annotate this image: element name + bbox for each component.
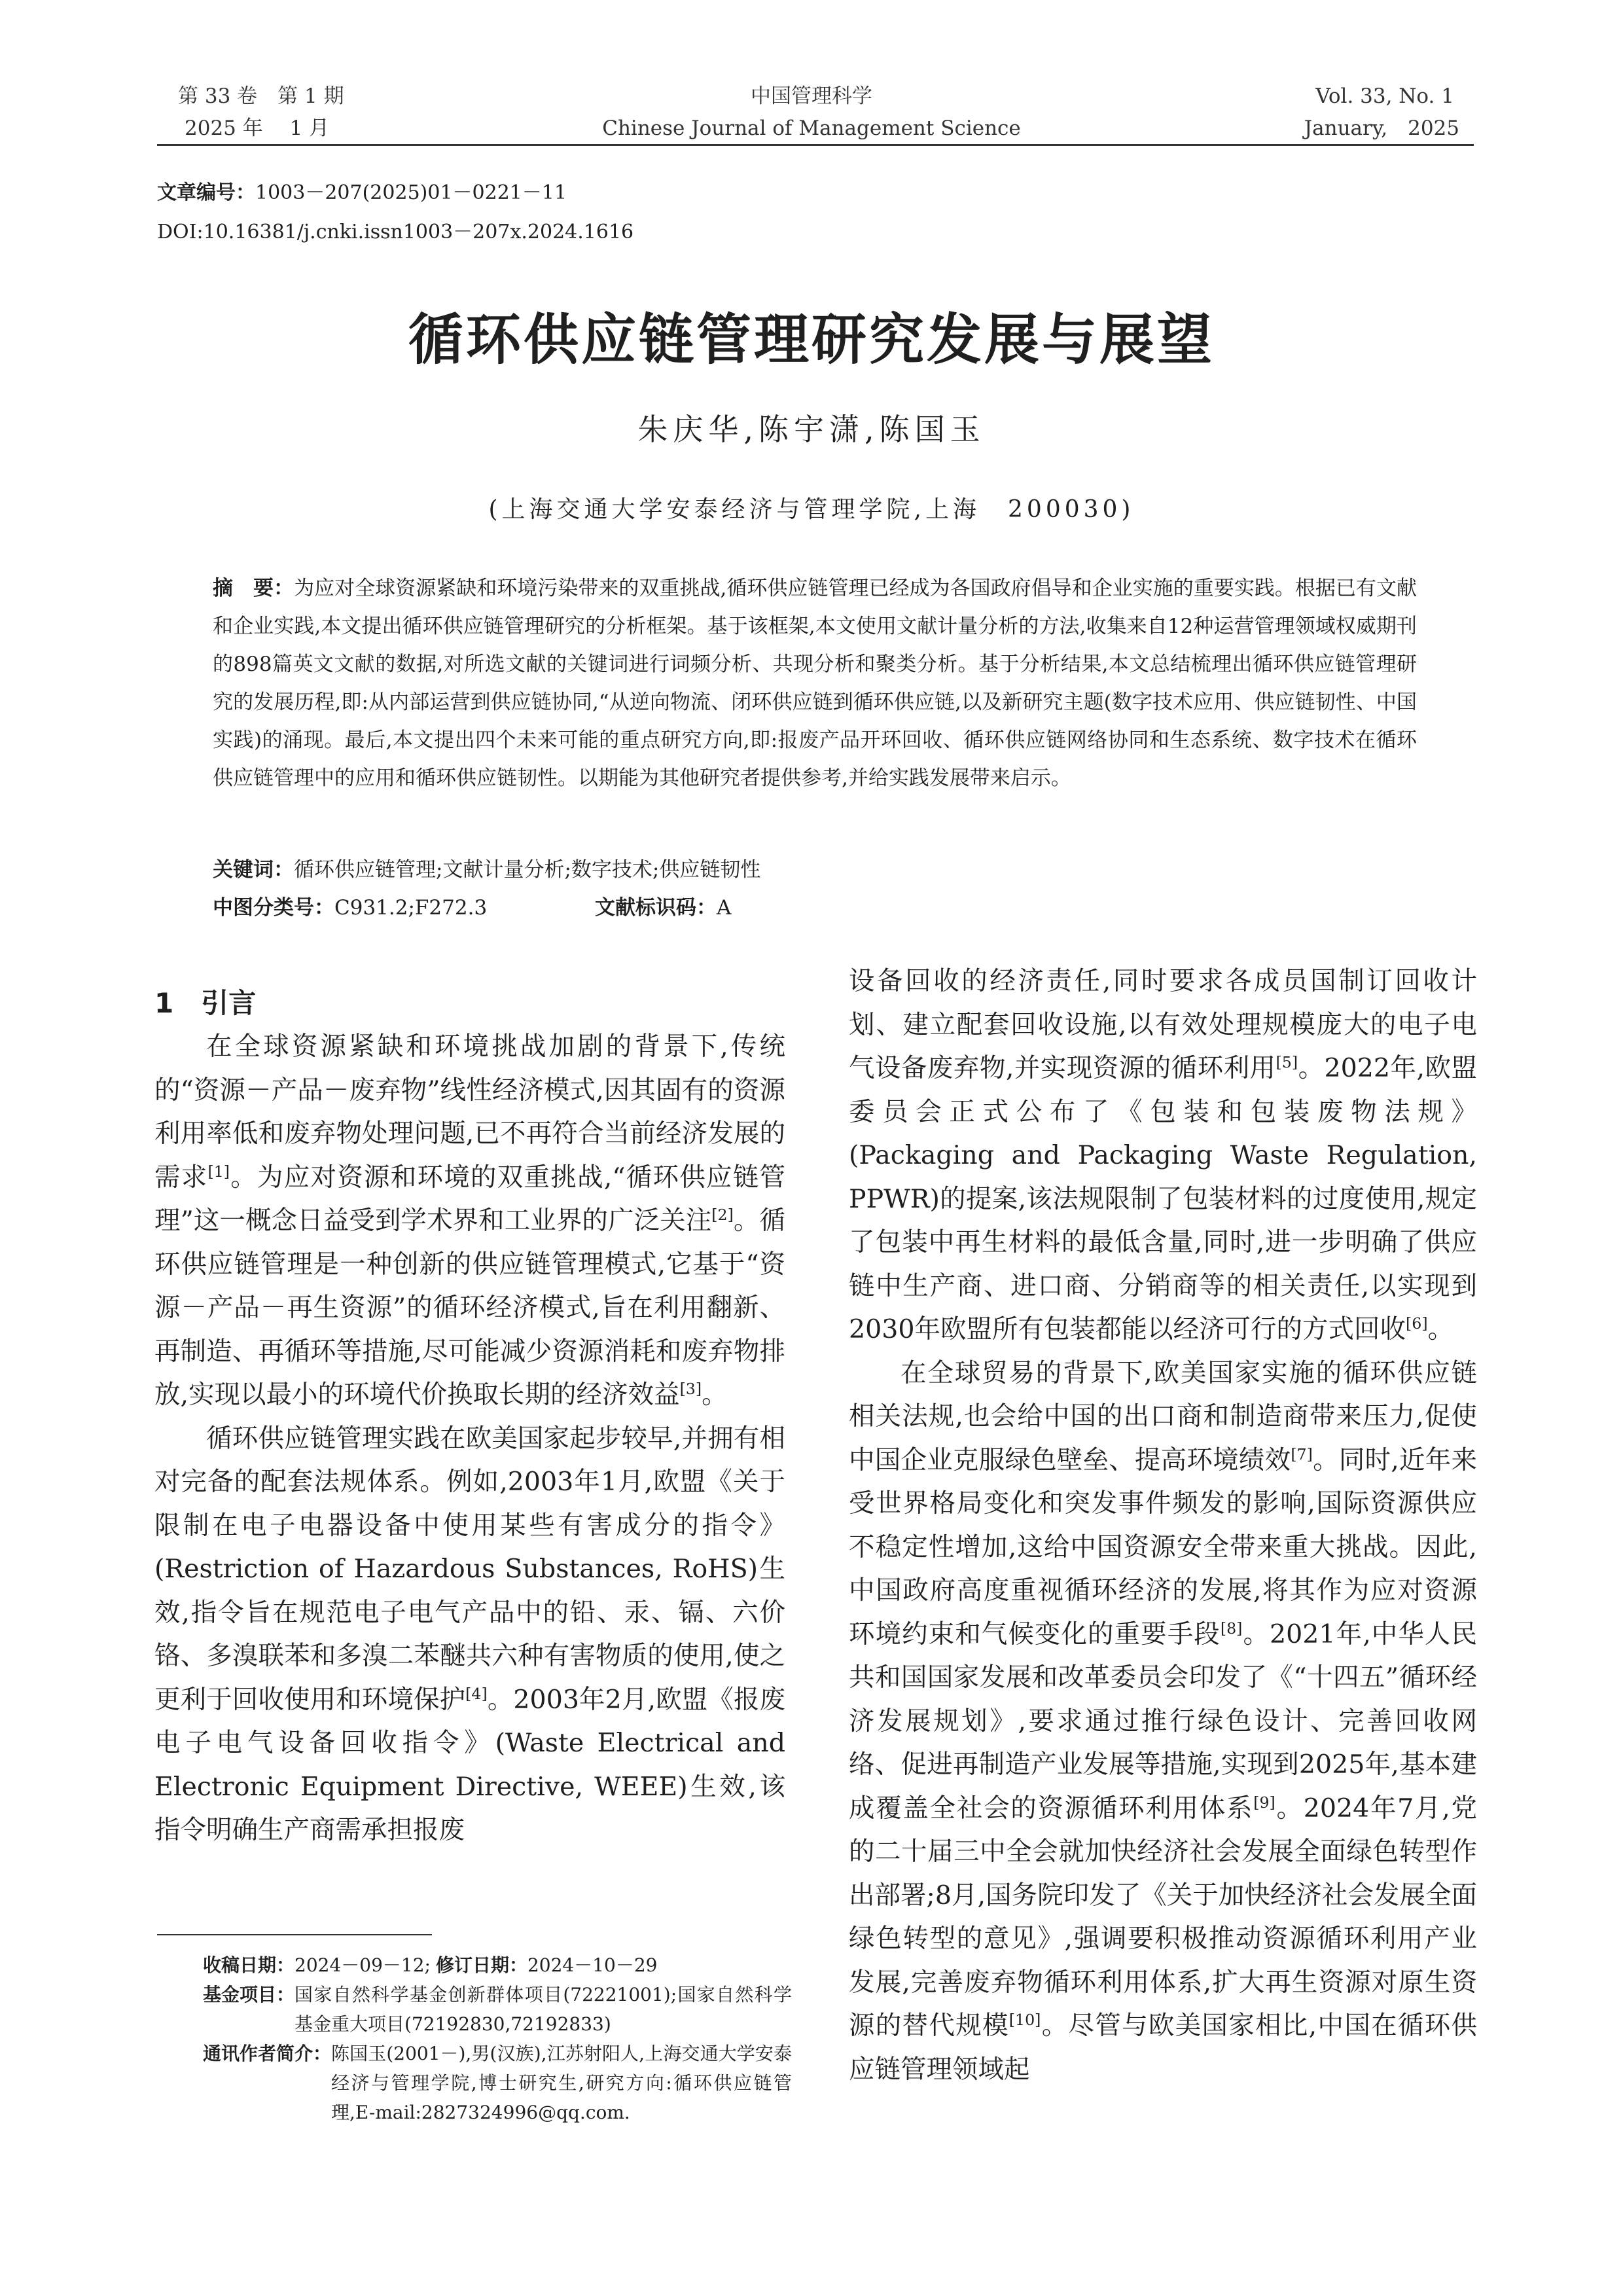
abstract (213, 569, 1417, 797)
paragraph-text: 设备回收的经济责任,同时要求各成员国制订回收计划、建立配套回收设施,以有效处理规模庞大的电子电气设备废弃物,并实现资源的循环利用 (849, 966, 1477, 1083)
citation-marker: [7] (1291, 1444, 1313, 1463)
classification (213, 889, 731, 927)
paragraph-text: 。2003年2月,欧盟《报废电子电气设备回收指令》(Waste Electrical and Electronic Equipment Directive, WEEE)生效,该指令明确生产商需承担报废 (154, 1684, 786, 1845)
left-column (154, 1025, 785, 1852)
authors: 朱庆华,陈宇潇,陈国玉 (637, 412, 986, 447)
paragraph-text: 。为应对资源和环境的双重挑战,“循环供应链管理”这一概念日益受到学术界和工业界的广泛关注 (154, 1162, 786, 1236)
keywords (213, 851, 760, 889)
right-column (849, 960, 1477, 2091)
paragraph-text: 在全球贸易的背景下,欧美国家实施的循环供应链相关法规,也会给中国的出口商和制造商带来压力,促使中国企业克服绿色壁垒、提高环境绩效 (849, 1357, 1477, 1475)
received-label: 收稿日期： (203, 1954, 295, 1976)
paragraph-text: 。 (1427, 1314, 1454, 1344)
citation-marker: [4] (465, 1684, 488, 1703)
paragraph-text: 。 (702, 1380, 728, 1410)
article-number-value: 1003－207(2025)01－0221－11 (255, 181, 567, 204)
right-paragraph-2 (849, 1352, 1477, 2092)
citation-marker: [6] (1406, 1314, 1428, 1333)
paragraph-text: 。2022年,欧盟委员会正式公布了《包装和包装废物法规》(Packaging and Packaging Waste Regulation, PPWR)的提案,该法规限制了包装材料的过度使用,规定了包装中再生材料的最低含量,同时,进一步明确了供应链中生产商、进口商、分销商等的相关责任,以实现到2030年欧盟所有包装都能以经济可行的方式回收 (849, 1053, 1477, 1344)
paragraph-text: 。2024年7月,党的二十届三中全会就加快经济社会发展全面绿色转型作出部署;8月,国务院印发了《关于加快经济社会发展全面绿色转型的意见》,强调要积极推动资源循环利用产业发展,完善废弃物循环利用体系,扩大再生资源对原生资源的替代规模 (849, 1793, 1477, 2041)
affiliation: (上海交通大学安泰经济与管理学院,上海 200030) (488, 496, 1135, 523)
header-journal-cn: 中国管理科学 (751, 84, 872, 108)
header-date-cn: 2025 年 1 月 (185, 117, 330, 140)
right-paragraph-1 (849, 960, 1477, 1352)
paragraph-text: 。2021年,中华人民共和国国家发展和改革委员会印发了《“十四五”循环经济发展规划》,要求通过推行绿色设计、完善回收网络、促进再制造产业发展等措施,实现到2025年,基本建成覆盖全社会的资源循环利用体系 (849, 1619, 1477, 1823)
received-date: 2024－09－12; (294, 1954, 431, 1976)
citation-marker: [9] (1253, 1793, 1275, 1812)
header-volume-issue: 第 33 卷 第 1 期 (178, 84, 344, 108)
footnote-rule (157, 1934, 432, 1935)
left-paragraph-1 (154, 1025, 785, 1417)
classification-label: 中图分类号： (213, 896, 334, 920)
keywords-text: 循环供应链管理;文献计量分析;数字技术;供应链韧性 (294, 858, 761, 882)
article-number-label: 文章编号： (157, 181, 255, 204)
paragraph-text: 在全球资源紧缺和环境挑战加剧的背景下,传统的“资源－产品－废弃物”线性经济模式,因其固有的资源利用率低和废弃物处理问题,已不再符合当前经济发展的需求 (154, 1031, 785, 1193)
footnote-dates (203, 1950, 792, 1980)
paragraph-text: 。同时,近年来受世界格局变化和突发事件频发的影响,国际资源供应不稳定性增加,这给中国资源安全带来重大挑战。因此,中国政府高度重视循环经济的发展,将其作为应对资源环境约束和气候变化的重要手段 (849, 1444, 1477, 1649)
citation-marker: [10] (1008, 2010, 1041, 2029)
citation-marker: [8] (1220, 1619, 1243, 1638)
revised-label: 修订日期： (435, 1954, 527, 1976)
footnotes (203, 1950, 792, 2127)
citation-marker: [1] (207, 1162, 230, 1181)
header-vol-en: Vol. 33, No. 1 (1315, 84, 1454, 108)
left-paragraph-2 (154, 1417, 785, 1852)
paragraph-text: 。尽管与欧美国家相比,中国在循环供应链管理领域起 (849, 2011, 1477, 2085)
header-rule (157, 144, 1474, 146)
paragraph-text: 。循环供应链管理是一种创新的供应链管理模式,它基于“资源－产品－再生资源”的循环经济模式,旨在利用翻新、再制造、再循环等措施,尽可能减少资源消耗和废弃物排放,实现以最小的环境代价换取长期的经济效益 (154, 1206, 786, 1410)
footnote-fund (203, 1980, 792, 2039)
article-number (157, 173, 567, 213)
citation-marker: [5] (1275, 1052, 1298, 1071)
fund-label: 基金项目： (203, 1984, 295, 2005)
revised-date: 2024－10－29 (527, 1954, 658, 1976)
author-text: 陈国玉(2001－),男(汉族),江苏射阳人,上海交通大学安泰经济与管理学院,博士研究生,研究方向:循环供应链管理,E-mail:2827324996@qq.com. (331, 2043, 792, 2123)
paragraph-text: 循环供应链管理实践在欧美国家起步较早,并拥有相对完备的配套法规体系。例如,2003年1月,欧盟《关于限制在电子电器设备中使用某些有害成分的指令》(Restriction of Hazardous Substances, RoHS)生效,指令旨在规范电子电气产品中的铅、汞、镉、六价铬、多溴联苯和多溴二苯醚共六种有害物质的使用,使之更利于回收使用和环境保护 (154, 1423, 785, 1715)
header-journal-en: Chinese Journal of Management Science (602, 117, 1021, 140)
footnote-author (203, 2039, 792, 2127)
classification-value: C931.2;F272.3 (334, 896, 488, 920)
keywords-label: 关键词： (213, 858, 294, 882)
doc-code-label: 文献标识码： (595, 896, 717, 920)
header-date-en: January, 2025 (1304, 117, 1459, 140)
citation-marker: [3] (679, 1379, 702, 1398)
citation-marker: [2] (711, 1205, 734, 1224)
abstract-label: 摘 要： (213, 577, 294, 600)
doc-code-value: A (717, 896, 732, 920)
author-label: 通讯作者简介： (203, 2043, 332, 2064)
fund-text: 国家自然科学基金创新群体项目(72221001);国家自然科学基金重大项目(72192830,72192833) (294, 1984, 792, 2035)
abstract-text: 为应对全球资源紧缺和环境污染带来的双重挑战,循环供应链管理已经成为各国政府倡导和企业实施的重要实践。根据已有文献和企业实践,本文提出循环供应链管理研究的分析框架。基于该框架,本文使用文献计量分析的方法,收集来自12种运营管理领域权威期刊的898篇英文文献的数据,对所选文献的关键词进行词频分析、共现分析和聚类分析。基于分析结果,本文总结梳理出循环供应链管理研究的发展历程,即:从内部运营到供应链协同,“从逆向物流、闭环供应链到循环供应链,以及新研究主题(数字技术应用、供应链韧性、中国实践)的涌现。最后,本文提出四个未来可能的重点研究方向,即:报废产品开环回收、循环供应链网络协同和生态系统、数字技术在循环供应链管理中的应用和循环供应链韧性。以期能为其他研究者提供参考,并给实践发展带来启示。 (213, 577, 1417, 790)
paper-title: 循环供应链管理研究发展与展望 (408, 307, 1215, 372)
section-heading-introduction: 1 引言 (154, 987, 257, 1019)
doi: DOI:10.16381/j.cnki.issn1003－207x.2024.1616 (157, 221, 634, 243)
